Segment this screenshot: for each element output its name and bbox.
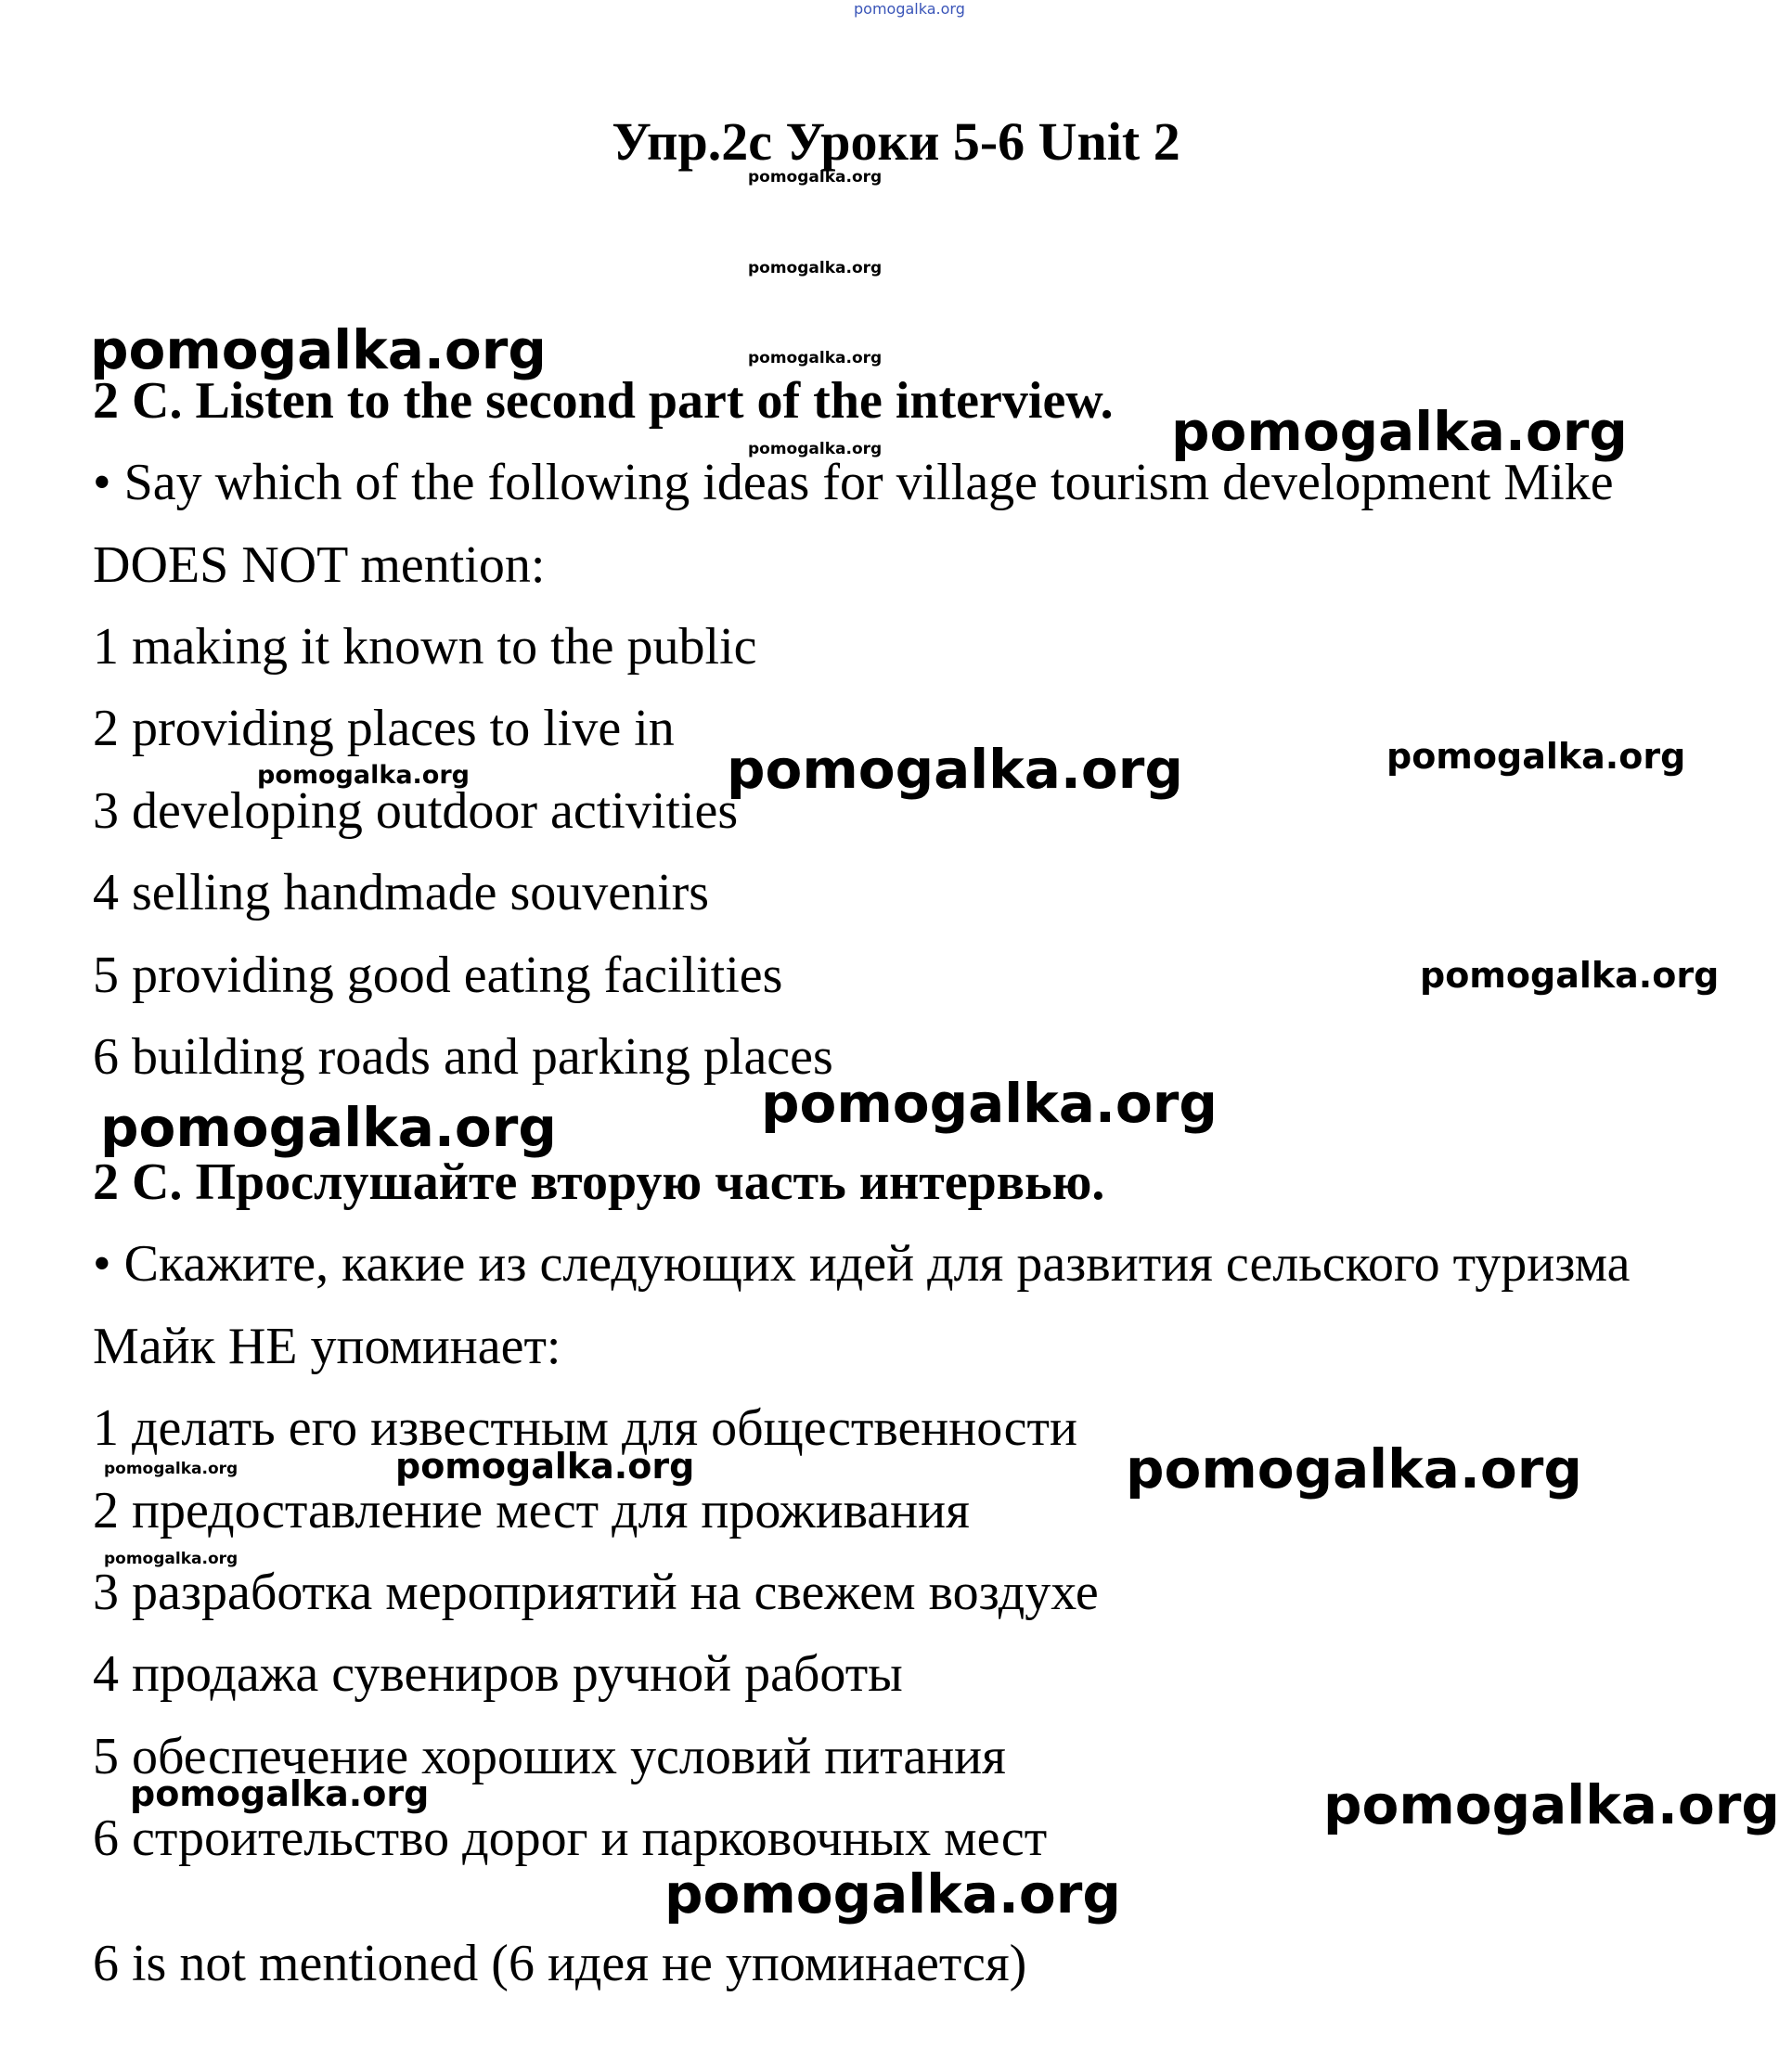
english-item: 2 providing places to live in [93,700,675,757]
watermark-large: pomogalka.org [727,738,1183,801]
watermark-medium: pomogalka.org [1420,955,1720,996]
english-heading: 2 C. Listen to the second part of the interview. [93,372,1114,430]
english-item: 5 providing good eating facilities [93,947,783,1004]
english-item: 3 developing outdoor activities [93,782,739,840]
watermark-medium: pomogalka.org [1386,736,1686,777]
watermark-medium: pomogalka.org [395,1446,695,1487]
russian-item: 4 продажа сувениров ручной работы [93,1645,903,1703]
russian-item: 6 строительство дорог и парковочных мест [93,1810,1048,1867]
english-instruction-cont: DOES NOT mention: [93,536,546,594]
english-item: 1 making it known to the public [93,618,757,676]
watermark-small: pomogalka.org [104,1460,239,1478]
russian-instruction: • Скажите, какие из следующих идей для развития сельского туризма [93,1235,1631,1293]
watermark-small: pomogalka.org [748,168,883,187]
watermark-large: pomogalka.org [761,1072,1218,1135]
watermark-large: pomogalka.org [100,1096,557,1159]
russian-item: 5 обеспечение хороших условий питания [93,1728,1006,1785]
answer-text: 6 is not mentioned (6 идея не упоминается) [93,1935,1027,1992]
watermark-large: pomogalka.org [664,1862,1121,1926]
watermark-large: pomogalka.org [1126,1437,1582,1501]
watermark-large: pomogalka.org [1323,1773,1780,1836]
watermark-small: pomogalka.org [748,259,883,277]
watermark-small: pomogalka.org [748,440,883,458]
watermark-medium: pomogalka.org [130,1773,430,1814]
english-instruction: • Say which of the following ideas for village tourism development Mike [93,454,1614,511]
watermark-small: pomogalka.org [748,349,883,367]
english-item: 4 selling handmade souvenirs [93,864,710,921]
watermark-small: pomogalka.org [104,1550,239,1568]
russian-item: 1 делать его известным для общественности [93,1399,1077,1457]
watermark-top: pomogalka.org [854,0,965,18]
russian-heading: 2 С. Прослушайте вторую часть интервью. [93,1153,1105,1211]
watermark-large: pomogalka.org [90,318,547,381]
russian-item: 3 разработка мероприятий на свежем воздухе [93,1564,1099,1621]
page-title: Упр.2с Уроки 5-6 Unit 2 [612,111,1180,172]
russian-item: 2 предоставление мест для проживания [93,1482,970,1539]
watermark-small: pomogalka.org [257,761,470,790]
russian-instruction-cont: Майк НЕ упоминает: [93,1318,561,1375]
watermark-large: pomogalka.org [1171,400,1628,463]
english-item: 6 building roads and parking places [93,1028,833,1086]
